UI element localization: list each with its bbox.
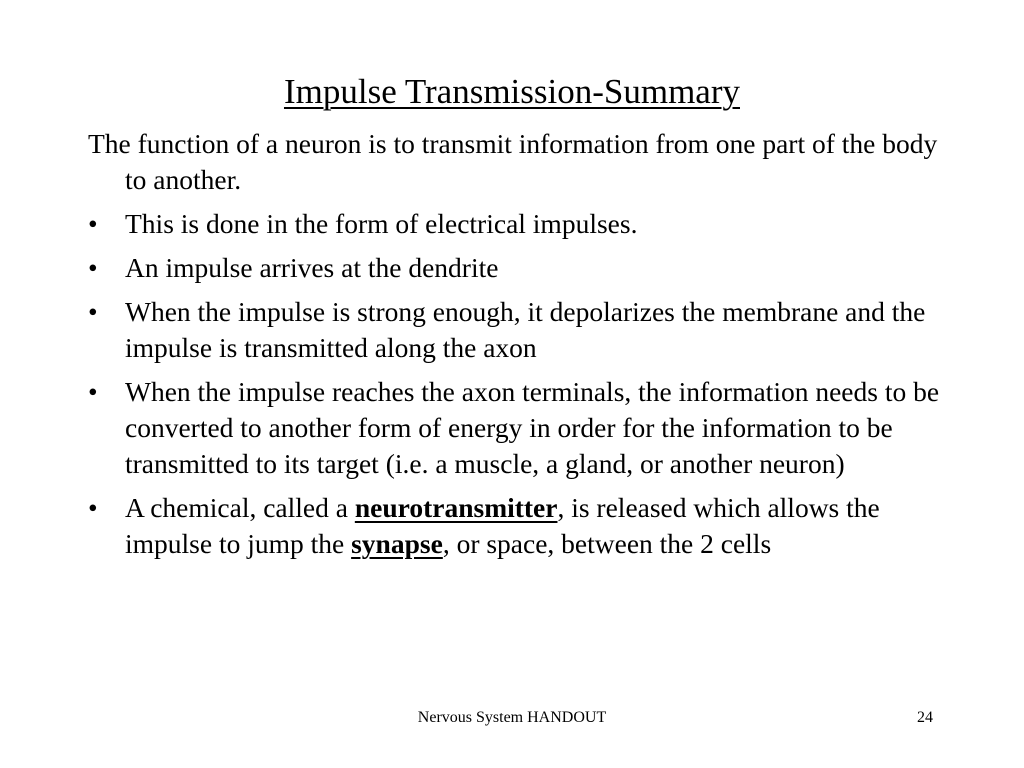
term-neurotransmitter: neurotransmitter	[354, 492, 558, 523]
term-synapse: synapse	[351, 528, 443, 559]
bullet-item	[88, 374, 948, 482]
bullet-item	[88, 250, 948, 286]
bullet-icon: •	[88, 296, 98, 327]
bullet-text: When the impulse reaches the axon terminals, the information needs to be converted to another form of energy in order for the information to be transmitted to its target (i.e. a muscle, a gland, or another neuron)	[125, 376, 940, 479]
bullet-item	[88, 206, 948, 242]
bullet-icon: •	[88, 208, 98, 239]
bullet-text: When the impulse is strong enough, it depolarizes the membrane and the impulse is transmitted along the axon	[125, 296, 926, 363]
slide-title: Impulse Transmission-Summary	[283, 72, 740, 111]
bullet-text-part: , or space, between the 2 cells	[442, 528, 772, 559]
bullet-item	[88, 294, 948, 366]
bullet-text-part: A chemical, called a	[125, 492, 355, 523]
bullet-icon: •	[88, 492, 98, 523]
footer-title: Nervous System HANDOUT	[417, 709, 607, 726]
page-number: 24	[917, 709, 933, 726]
bullet-icon: •	[88, 376, 98, 407]
bullet-icon: •	[88, 252, 98, 283]
bullet-list	[88, 206, 948, 562]
bullet-text: This is done in the form of electrical impulses.	[125, 208, 638, 239]
slide-body	[88, 126, 948, 570]
intro-paragraph: The function of a neuron is to transmit information from one part of the body to another.	[88, 128, 938, 195]
bullet-item	[88, 490, 948, 562]
bullet-text: An impulse arrives at the dendrite	[125, 252, 499, 283]
bullet-text-part: , is released which allows the impulse to jump the	[125, 492, 880, 559]
